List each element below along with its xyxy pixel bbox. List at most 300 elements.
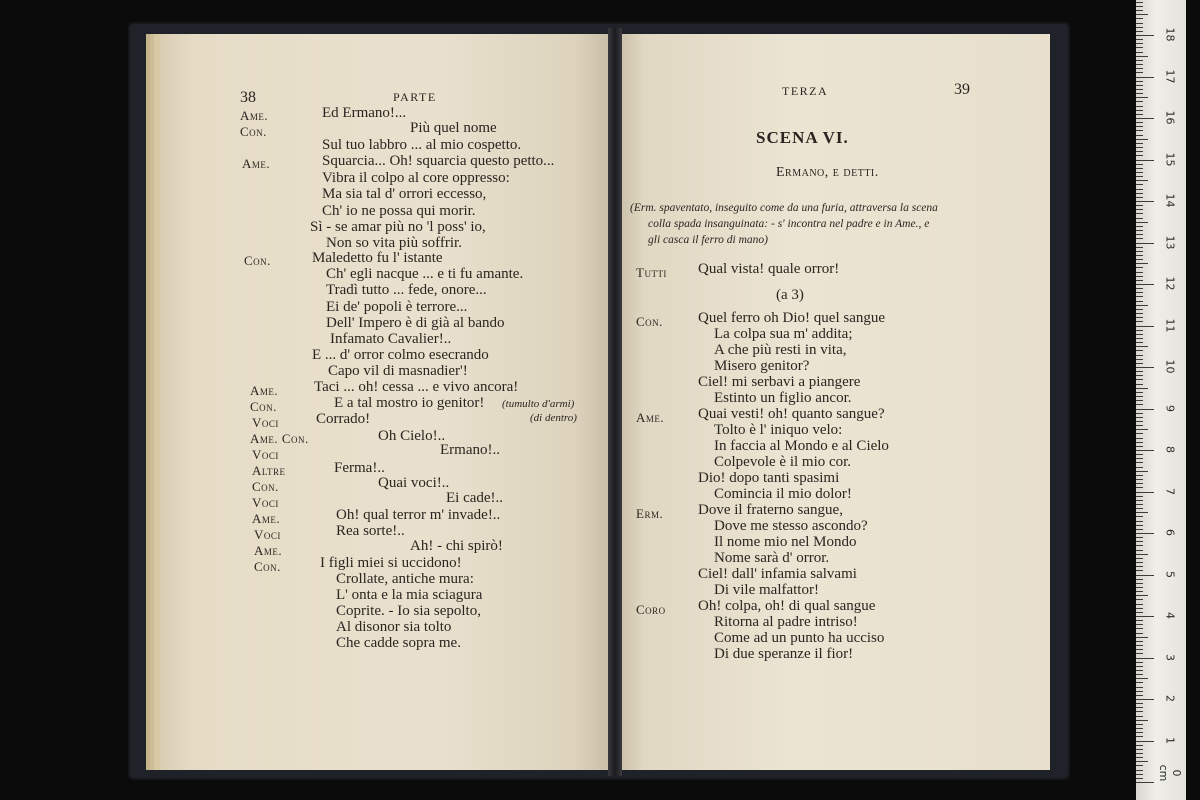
ruler-tick: [1136, 475, 1143, 476]
verse-line: Dell' Impero è di già al bando: [326, 315, 505, 331]
verse-line: Ei de' popoli è terrore...: [326, 299, 468, 315]
ruler-tick: [1136, 641, 1143, 642]
ruler-tick: [1136, 508, 1143, 509]
ruler-tick: [1136, 438, 1143, 439]
verse-line: Di vile malfattor!: [714, 582, 819, 598]
ruler-tick: [1136, 238, 1143, 239]
verse-line: Ermano!..: [440, 442, 500, 458]
verse-line: A che più resti in vita,: [714, 342, 847, 358]
ruler-tick: [1136, 504, 1143, 505]
verse-line: Vibra il colpo al core oppresso:: [322, 170, 510, 186]
verse-line: Ei cade!..: [446, 490, 504, 506]
ruler-tick: [1136, 251, 1143, 252]
ruler-tick: [1136, 375, 1143, 376]
verse-line: Oh! qual terror m' invade!..: [336, 507, 501, 523]
verse-line: Tradì tutto ... fede, onore...: [326, 282, 487, 298]
verse-line: Sì - se amar più no 'l poss' io,: [310, 219, 486, 235]
speaker-label: Con.: [244, 253, 271, 268]
ruler-tick: [1136, 151, 1143, 152]
verse-line: Capo vil di masnadier'!: [328, 363, 468, 379]
ruler-tick: [1136, 429, 1148, 430]
ruler-tick: [1136, 39, 1143, 40]
right-page-number: 39: [954, 81, 970, 98]
speaker-label: Voci: [252, 495, 279, 510]
ruler-tick: [1136, 566, 1143, 567]
ruler-tick: [1136, 396, 1143, 397]
ruler-tick: [1136, 93, 1143, 94]
ruler-tick: [1136, 197, 1143, 198]
verse-line: Quai voci!..: [378, 475, 450, 491]
ruler-tick: [1136, 492, 1154, 493]
ruler-tick: [1136, 334, 1143, 335]
ruler-tick: [1136, 359, 1143, 360]
ruler-number: 15: [1163, 152, 1177, 166]
ruler-tick: [1136, 724, 1143, 725]
verse-line: Ah! - chi spirò!: [410, 538, 503, 554]
ruler-tick: [1136, 164, 1143, 165]
speaker-label: Voci: [252, 415, 279, 430]
ruler-tick: [1136, 205, 1143, 206]
ruler-tick: [1136, 384, 1143, 385]
ruler-tick: [1136, 570, 1143, 571]
ruler-tick: [1136, 184, 1143, 185]
ruler-tick: [1136, 288, 1143, 289]
ruler-tick: [1136, 135, 1143, 136]
speaker-label: Ame.: [254, 543, 283, 558]
verse-line: Infamato Cavalier!..: [330, 331, 452, 347]
ruler-tick: [1136, 467, 1143, 468]
verse-line: Taci ... oh! cessa ... e vivo ancora!: [314, 379, 519, 395]
ruler-tick: [1136, 342, 1143, 343]
verse-line: Ch' egli nacque ... e ti fu amante.: [326, 266, 524, 282]
ruler-tick: [1136, 97, 1148, 98]
ruler-tick: [1136, 620, 1143, 621]
ruler-number: 16: [1163, 110, 1177, 125]
ruler-tick: [1136, 60, 1143, 61]
ruler-tick: [1136, 155, 1143, 156]
ruler-tick: [1136, 533, 1154, 534]
ruler-tick: [1136, 230, 1143, 231]
ruler-tick: [1136, 545, 1143, 546]
ruler-tick: [1136, 591, 1143, 592]
ruler-tick: [1136, 122, 1143, 123]
ruler-tick: [1136, 562, 1143, 563]
verse-line: Colpevole è il mio cor.: [714, 454, 852, 470]
speaker-label: Con.: [254, 559, 281, 574]
ruler-tick: [1136, 687, 1143, 688]
verse-line: Che cadde sopra me.: [336, 635, 461, 651]
verse-line: Comincia il mio dolor!: [714, 486, 852, 502]
verse-line: (a 3): [776, 287, 804, 303]
speaker-label: Ame.: [242, 156, 271, 171]
ruler-tick: [1136, 736, 1143, 737]
ruler-tick: [1136, 471, 1148, 472]
verse-line: Come ad un punto ha ucciso: [714, 630, 885, 646]
speaker-label: Con.: [250, 399, 277, 414]
verse-line: Dove il fraterno sangue,: [698, 502, 843, 518]
stage-direction: (tumulto d'armi): [502, 398, 575, 410]
ruler-tick: [1136, 649, 1143, 650]
ruler-tick: [1136, 637, 1148, 638]
ruler-tick: [1136, 487, 1143, 488]
left-page-header: PARTE: [393, 90, 437, 104]
speaker-label: Ame.: [240, 108, 269, 123]
ruler-tick: [1136, 462, 1143, 463]
verse-line: Sul tuo labbro ... al mio cospetto.: [322, 137, 522, 153]
speaker-label: Con.: [252, 479, 279, 494]
ruler-tick: [1136, 720, 1148, 721]
ruler-number: 8: [1163, 446, 1177, 453]
ruler-tick: [1136, 604, 1143, 605]
ruler-tick: [1136, 85, 1143, 86]
ruler-tick: [1136, 209, 1143, 210]
speaker-label: Con.: [240, 124, 267, 139]
ruler-tick: [1136, 35, 1154, 36]
ruler-tick: [1136, 409, 1154, 410]
measuring-ruler: [1136, 0, 1186, 800]
ruler-tick: [1136, 143, 1143, 144]
ruler-tick: [1136, 558, 1143, 559]
verse-line: Oh! colpa, oh! di qual sangue: [698, 598, 876, 614]
speaker-label: Voci: [254, 527, 281, 542]
ruler-tick: [1136, 346, 1148, 347]
ruler-tick: [1136, 292, 1143, 293]
ruler-tick: [1136, 458, 1143, 459]
ruler-tick: [1136, 417, 1143, 418]
ruler-tick: [1136, 247, 1143, 248]
ruler-tick: [1136, 670, 1143, 671]
ruler-tick: [1136, 272, 1143, 273]
ruler-tick: [1136, 234, 1143, 235]
ruler-tick: [1136, 47, 1143, 48]
ruler-tick: [1136, 259, 1143, 260]
ruler-tick: [1136, 201, 1154, 202]
verse-line: Ma sia tal d' orrori eccesso,: [322, 186, 487, 202]
scene-title: SCENA VI.: [756, 128, 849, 147]
ruler-tick: [1136, 628, 1143, 629]
ruler-tick: [1136, 425, 1143, 426]
ruler-tick: [1136, 243, 1154, 244]
ruler-number: 18: [1163, 27, 1177, 42]
ruler-tick: [1136, 64, 1143, 65]
ruler-tick: [1136, 450, 1154, 451]
ruler-tick: [1136, 662, 1143, 663]
ruler-tick: [1136, 400, 1143, 401]
speaker-label: Voci: [252, 447, 279, 462]
verse-line: Di due speranze il fior!: [714, 646, 854, 662]
ruler-tick: [1136, 653, 1143, 654]
ruler-tick: [1136, 176, 1143, 177]
ruler-tick: [1136, 695, 1143, 696]
ruler-tick: [1136, 118, 1154, 119]
ruler-number: 17: [1163, 69, 1177, 83]
ruler-tick: [1136, 326, 1154, 327]
verse-line: Ch' io ne possa qui morir.: [322, 203, 476, 219]
speaker-label: Erm.: [636, 506, 664, 521]
ruler-tick: [1136, 213, 1143, 214]
ruler-tick: [1136, 193, 1143, 194]
verse-line: Crollate, antiche mura:: [336, 571, 474, 587]
ruler-tick: [1136, 741, 1154, 742]
ruler-tick: [1136, 707, 1143, 708]
ruler-unit-label: 0 cm: [1157, 764, 1183, 782]
ruler-tick: [1136, 18, 1143, 19]
ruler-tick: [1136, 703, 1143, 704]
verse-line: Ed Ermano!...: [322, 105, 407, 121]
ruler-tick: [1136, 126, 1143, 127]
verse-line: I figli miei si uccidono!: [320, 555, 462, 571]
ruler-number: 4: [1163, 612, 1177, 619]
ruler-tick: [1136, 483, 1143, 484]
ruler-tick: [1136, 496, 1143, 497]
ruler-tick: [1136, 674, 1143, 675]
ruler-tick: [1136, 612, 1143, 613]
ruler-tick: [1136, 68, 1143, 69]
verse-line: La colpa sua m' addita;: [714, 326, 853, 342]
verse-line: Quel ferro oh Dio! quel sangue: [698, 310, 886, 326]
ruler-tick: [1136, 110, 1143, 111]
verse-line: Qual vista! quale orror!: [698, 261, 840, 277]
right-page-header: TERZA: [782, 84, 829, 98]
ruler-tick: [1136, 371, 1143, 372]
ruler-tick: [1136, 770, 1143, 771]
verse-line: Oh Cielo!..: [378, 428, 446, 444]
ruler-tick: [1136, 599, 1143, 600]
verse-line: Corrado!: [316, 411, 371, 427]
verse-line: Al disonor sia tolto: [336, 619, 452, 635]
ruler-tick: [1136, 284, 1154, 285]
ruler-tick: [1136, 521, 1143, 522]
ruler-tick: [1136, 379, 1143, 380]
stage-direction: (di dentro): [530, 412, 577, 424]
ruler-tick: [1136, 139, 1148, 140]
ruler-tick: [1136, 541, 1143, 542]
verse-line: Ciel! dall' infamia salvami: [698, 566, 857, 582]
verse-line: Nome sarà d' orror.: [714, 550, 830, 566]
ruler-tick: [1136, 749, 1143, 750]
verse-line: Non so vita più soffrir.: [326, 235, 462, 251]
ruler-tick: [1136, 745, 1143, 746]
ruler-tick: [1136, 106, 1143, 107]
ruler-tick: [1136, 616, 1154, 617]
ruler-tick: [1136, 130, 1143, 131]
verse-line: Rea sorte!..: [336, 523, 405, 539]
verse-line: Squarcia... Oh! squarcia questo petto...: [322, 153, 555, 169]
left-page-number: 38: [240, 89, 256, 106]
ruler-tick: [1136, 633, 1143, 634]
verse-line: In faccia al Mondo e al Cielo: [714, 438, 889, 454]
ruler-tick: [1136, 711, 1143, 712]
verse-line: Più quel nome: [410, 120, 497, 136]
ruler-tick: [1136, 753, 1143, 754]
ruler-tick: [1136, 595, 1148, 596]
ruler-tick: [1136, 421, 1143, 422]
ruler-tick: [1136, 267, 1143, 268]
ruler-tick: [1136, 255, 1143, 256]
ruler-tick: [1136, 114, 1143, 115]
ruler-tick: [1136, 363, 1143, 364]
ruler-number: 5: [1163, 570, 1177, 578]
ruler-number: 11: [1163, 318, 1177, 332]
ruler-tick: [1136, 537, 1143, 538]
ruler-tick: [1136, 330, 1143, 331]
ruler-tick: [1136, 666, 1143, 667]
ruler-tick: [1136, 309, 1143, 310]
ruler-tick: [1136, 757, 1143, 758]
ruler-tick: [1136, 2, 1143, 3]
speaker-label: Tutti: [636, 265, 667, 280]
speaker-label: Coro: [636, 602, 666, 617]
ruler-tick: [1136, 500, 1143, 501]
ruler-tick: [1136, 305, 1148, 306]
ruler-tick: [1136, 321, 1143, 322]
ruler-tick: [1136, 608, 1143, 609]
verse-line: Estinto un figlio ancor.: [714, 390, 852, 406]
ruler-tick: [1136, 454, 1143, 455]
ruler-number: 7: [1163, 487, 1177, 495]
ruler-tick: [1136, 172, 1143, 173]
ruler-tick: [1136, 774, 1143, 775]
ruler-tick: [1136, 180, 1148, 181]
ruler-tick: [1136, 392, 1143, 393]
ruler-tick: [1136, 263, 1148, 264]
ruler-tick: [1136, 222, 1148, 223]
ruler-tick: [1136, 77, 1154, 78]
ruler-tick: [1136, 587, 1143, 588]
ruler-tick: [1136, 189, 1143, 190]
ruler-tick: [1136, 699, 1154, 700]
ruler-tick: [1136, 512, 1148, 513]
ruler-number: 1: [1163, 736, 1177, 744]
ruler-tick: [1136, 52, 1143, 53]
ruler-tick: [1136, 317, 1143, 318]
ruler-tick: [1136, 280, 1143, 281]
ruler-tick: [1136, 56, 1148, 57]
ruler-tick: [1136, 160, 1154, 161]
ruler-tick: [1136, 23, 1143, 24]
verse-line: Quai vesti! oh! quanto sangue?: [698, 406, 885, 422]
ruler-tick: [1136, 350, 1143, 351]
speaker-label: Con.: [636, 314, 663, 329]
ruler-tick: [1136, 554, 1148, 555]
ruler-number: 9: [1163, 404, 1177, 412]
ruler-tick: [1136, 525, 1143, 526]
stage-direction: (Erm. spaventato, inseguito come da una furia, attraversa la scena: [630, 202, 938, 214]
ruler-tick: [1136, 296, 1143, 297]
ruler-tick: [1136, 575, 1154, 576]
ruler-number: 3: [1163, 653, 1177, 661]
ruler-tick: [1136, 691, 1143, 692]
ruler-tick: [1136, 446, 1143, 447]
ruler-tick: [1136, 550, 1143, 551]
ruler-number: 10: [1163, 359, 1177, 374]
ruler-tick: [1136, 678, 1148, 679]
ruler-tick: [1136, 442, 1143, 443]
ruler-tick: [1136, 765, 1143, 766]
ruler-tick: [1136, 226, 1143, 227]
speaker-label: Altre: [252, 463, 286, 478]
ruler-tick: [1136, 338, 1143, 339]
ruler-number: 2: [1163, 695, 1177, 702]
ruler-tick: [1136, 778, 1143, 779]
speaker-label: Ame.: [636, 410, 665, 425]
ruler-tick: [1136, 479, 1143, 480]
verse-line: E a tal mostro io genitor!: [334, 395, 485, 411]
ruler-tick: [1136, 72, 1143, 73]
ruler-number: 12: [1163, 276, 1177, 291]
ruler-tick: [1136, 413, 1143, 414]
verse-line: Coprite. - Io sia sepolto,: [336, 603, 481, 619]
ruler-tick: [1136, 529, 1143, 530]
ruler-tick: [1136, 728, 1143, 729]
ruler-tick: [1136, 168, 1143, 169]
ruler-tick: [1136, 645, 1143, 646]
ruler-tick: [1136, 276, 1143, 277]
ruler-tick: [1136, 89, 1143, 90]
speaker-label: Ame.: [250, 383, 279, 398]
ruler-tick: [1136, 388, 1148, 389]
stage-direction: colla spada insanguinata: - s' incontra nel padre e in Ame., e: [648, 218, 930, 230]
scene-characters: Ermano, e detti.: [776, 165, 879, 180]
ruler-tick: [1136, 658, 1154, 659]
verse-line: Ferma!..: [334, 460, 385, 476]
ruler-tick: [1136, 43, 1143, 44]
verse-line: E ... d' orror colmo esecrando: [312, 347, 489, 363]
ruler-tick: [1136, 10, 1143, 11]
ruler-tick: [1136, 682, 1143, 683]
ruler-tick: [1136, 6, 1143, 7]
ruler-tick: [1136, 301, 1143, 302]
ruler-tick: [1136, 218, 1143, 219]
ruler-tick: [1136, 583, 1143, 584]
verse-line: Ciel! mi serbavi a piangere: [698, 374, 861, 390]
ruler-tick: [1136, 14, 1148, 15]
stage-direction: gli casca il ferro di mano): [648, 234, 768, 246]
ruler-tick: [1136, 761, 1148, 762]
ruler-tick: [1136, 579, 1143, 580]
ruler-tick: [1136, 81, 1143, 82]
ruler-tick: [1136, 716, 1143, 717]
ruler-tick: [1136, 313, 1143, 314]
verse-line: Maledetto fu l' istante: [312, 250, 443, 266]
ruler-tick: [1136, 101, 1143, 102]
verse-line: Dio! dopo tanti spasimi: [698, 470, 840, 486]
book-gutter: [608, 28, 622, 776]
ruler-number: 13: [1163, 235, 1177, 249]
verse-line: Tolto è l' iniquo velo:: [714, 422, 843, 438]
verse-line: L' onta e la mia sciagura: [336, 587, 483, 603]
ruler-tick: [1136, 433, 1143, 434]
ruler-tick: [1136, 31, 1143, 32]
verse-line: Ritorna al padre intriso!: [714, 614, 858, 630]
verse-line: Misero genitor?: [714, 358, 810, 374]
ruler-tick: [1136, 732, 1143, 733]
ruler-tick: [1136, 782, 1154, 783]
ruler-tick: [1136, 516, 1143, 517]
ruler-tick: [1136, 355, 1143, 356]
ruler-number: 14: [1163, 193, 1177, 208]
speaker-label: Ame.: [252, 511, 281, 526]
ruler-tick: [1136, 27, 1143, 28]
ruler-tick: [1136, 624, 1143, 625]
ruler-tick: [1136, 147, 1143, 148]
ruler-number: 6: [1163, 529, 1177, 536]
ruler-tick: [1136, 404, 1143, 405]
ruler-tick: [1136, 367, 1154, 368]
verse-line: Il nome mio nel Mondo: [714, 534, 857, 550]
speaker-label: Ame. Con.: [250, 431, 309, 446]
verse-line: Dove me stesso ascondo?: [714, 518, 868, 534]
